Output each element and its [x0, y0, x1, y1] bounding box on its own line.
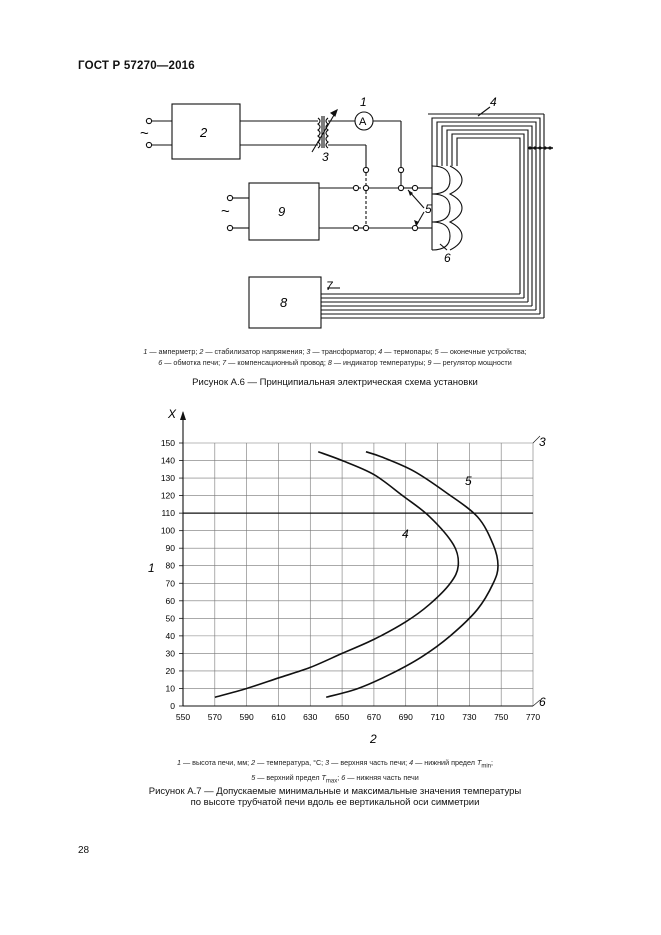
y-tick-label: 140: [160, 455, 175, 466]
x-tick-label: 710: [430, 712, 445, 722]
y-tick-label: 70: [165, 578, 175, 589]
x-tick-label: 770: [525, 712, 541, 722]
callout-upper-curve: 5: [465, 474, 472, 488]
y-tick-label: 20: [165, 665, 175, 676]
callout-7: 7: [326, 279, 333, 293]
callout-4: 4: [490, 95, 497, 109]
legend-line-1: 1 — высота печи, мм; 2 — температура, °С; 3 — верхняя часть печи; 4 — нижний предел $T_{min}$;: [176, 758, 494, 770]
y-axis-arrow: [180, 411, 186, 420]
caption-line-2: по высоте трубчатой печи вдоль ее вертикальной оси симметрии: [190, 797, 480, 808]
x-tick-label: 750: [494, 712, 509, 722]
axis-symbol-x: X: [168, 407, 177, 421]
series-curve-4: [215, 452, 459, 697]
callout-top-line: 3: [539, 435, 546, 449]
callout-lower-curve: 4: [402, 527, 409, 541]
callout-3: 3: [322, 150, 329, 164]
figure-a6-diagram: [0, 0, 661, 340]
figure-a6-caption: Рисунок А.6 — Принципиальная электрическая схема установки: [192, 377, 478, 388]
y-tick-label: 150: [160, 438, 175, 448]
y-tick-label: 110: [161, 508, 175, 519]
ac-symbol-top: ~: [140, 125, 149, 142]
y-tick-label: 80: [165, 560, 175, 571]
series-curve-5: [326, 452, 498, 697]
ac-symbol-bottom: ~: [221, 203, 230, 220]
x-tick-label: 550: [175, 712, 191, 722]
label-block-2: 2: [200, 125, 208, 140]
y-tick-label: 130: [160, 473, 175, 484]
y-tick-label: 10: [165, 683, 175, 694]
callout-1: 1: [360, 95, 367, 109]
legend-line-2: 5 — верхний предел $T_{max}$; 6 — нижняя часть печи: [251, 773, 419, 785]
page-number: 28: [78, 845, 90, 856]
x-tick-label: 730: [462, 712, 477, 722]
y-tick-label: 0: [170, 701, 175, 711]
callout-6: 6: [444, 251, 451, 265]
legend-line-2: 6 — обмотка печи; 7 — компенсационный провод; 8 — индикатор температуры; 9 — регулятор мощности: [158, 358, 512, 367]
y-tick-label: 60: [165, 595, 175, 606]
x-tick-label: 690: [398, 712, 413, 722]
caption-line-1: Рисунок А.7 — Допускаемые минимальные и максимальные значения температуры: [148, 786, 522, 797]
y-tick-label: 50: [165, 613, 175, 624]
callout-5: 5: [425, 202, 432, 216]
y-tick-label: 40: [165, 630, 175, 641]
figure-a7-legend: [40, 757, 630, 788]
figure-a7-caption: [40, 786, 630, 808]
callout-y-axis: 1: [148, 561, 155, 575]
x-tick-label: 570: [207, 712, 222, 722]
figure-a6-legend: [40, 346, 630, 368]
callout-x-axis: 2: [370, 732, 377, 746]
y-tick-label: 120: [160, 490, 175, 501]
y-tick-label: 30: [165, 648, 175, 659]
x-tick-label: 650: [334, 712, 350, 722]
x-tick-label: 630: [303, 712, 318, 722]
figure-a7-chart: [0, 400, 661, 750]
label-block-8: 8: [280, 295, 288, 310]
x-tick-label: 670: [366, 712, 382, 722]
x-tick-label: 590: [239, 712, 254, 722]
document-header: ГОСТ Р 57270—2016: [78, 60, 195, 72]
callout-bottom-line: 6: [539, 695, 546, 709]
legend-line-1: 1 — амперметр; 2 — стабилизатор напряжения; 3 — трансформатор; 4 — термопары; 5 — оконечные устройства;: [143, 347, 527, 356]
label-block-9: 9: [278, 204, 286, 219]
y-tick-label: 90: [165, 543, 175, 554]
y-tick-label: 100: [160, 525, 175, 536]
ammeter-symbol: A: [359, 116, 367, 128]
x-tick-label: 610: [271, 712, 286, 722]
